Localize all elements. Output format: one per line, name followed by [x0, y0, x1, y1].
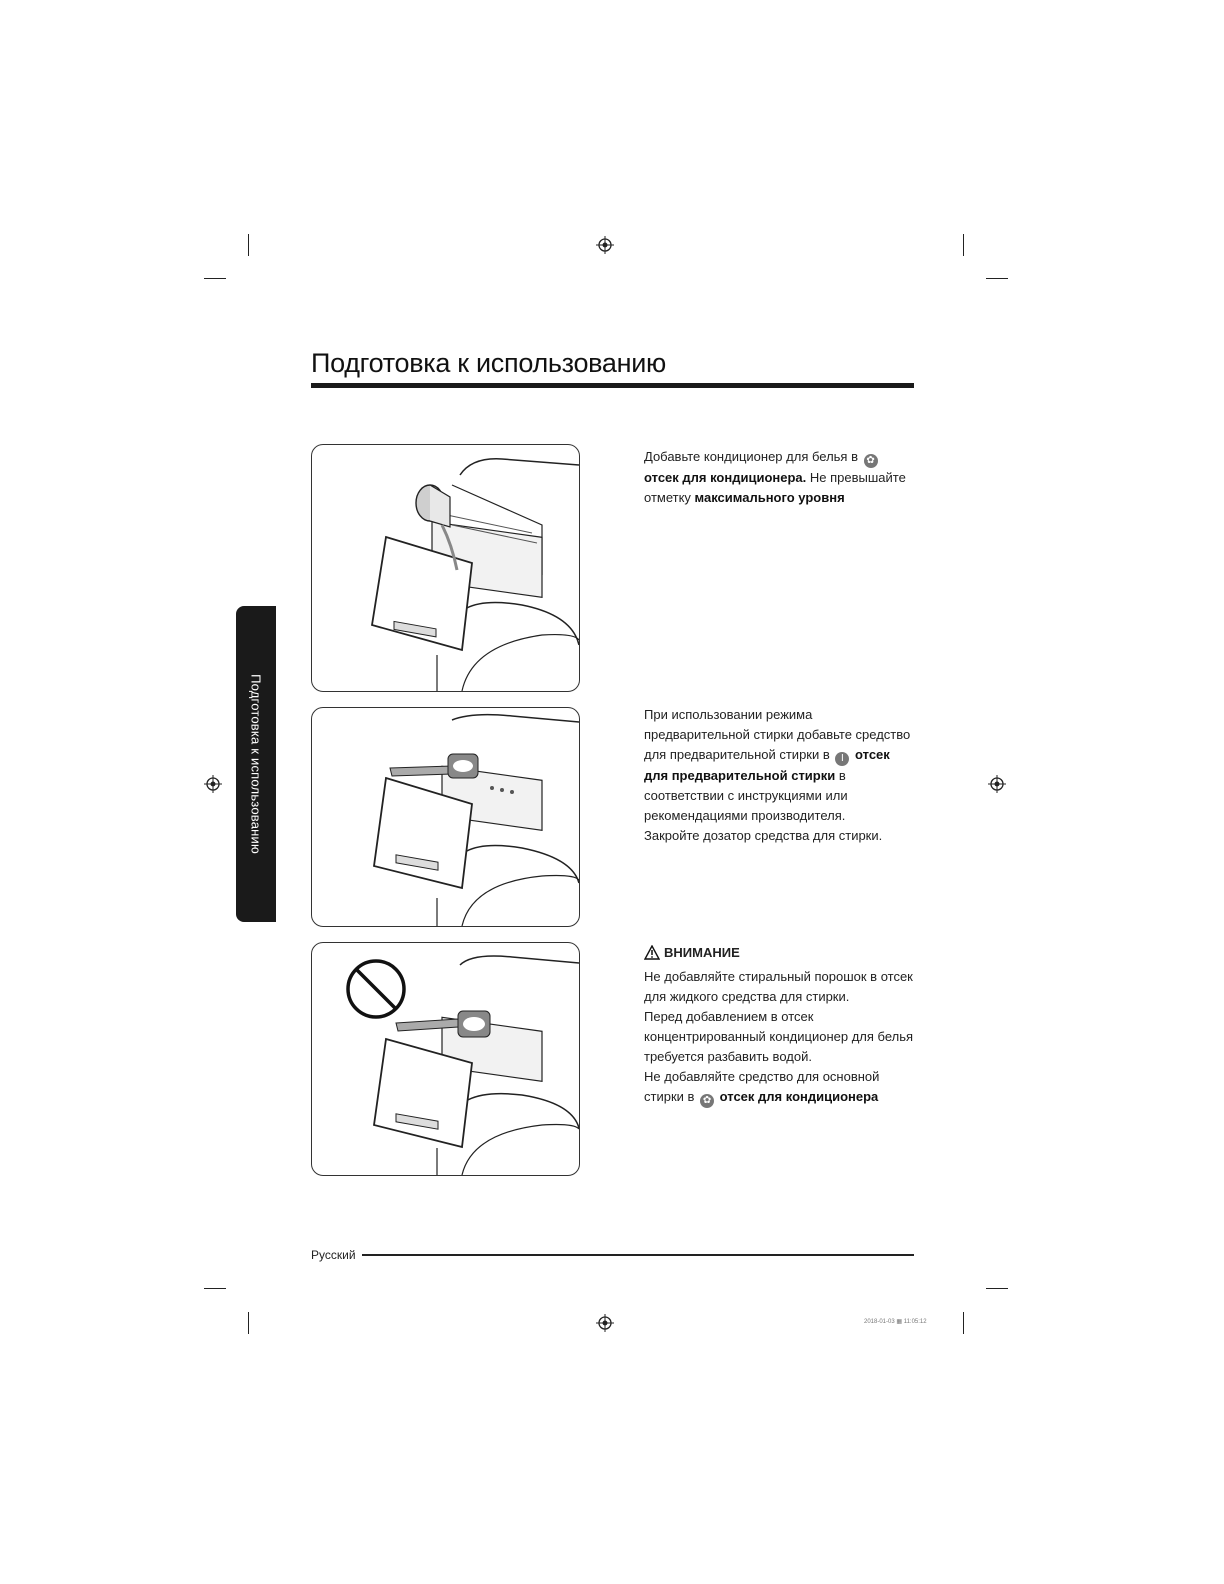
- crop-mark: [986, 1288, 1008, 1289]
- illustration-dispenser-prewash: [312, 708, 579, 926]
- text-run: Добавьте кондиционер для белья в: [644, 449, 862, 464]
- caution-block: [644, 943, 914, 1108]
- step-softener-text: [644, 447, 914, 508]
- step-prewash-paragraph: [644, 705, 914, 826]
- figure-add-prewash: [311, 707, 580, 927]
- step-close-drawer: Закройте дозатор средства для стирки.: [644, 828, 883, 843]
- caution-line-3-text: Не добавляйте средство для основной стирки в: [644, 1069, 880, 1104]
- registration-mark-icon: [596, 236, 614, 254]
- bold-run: максимального уровня: [694, 490, 845, 505]
- figure-add-softener: [311, 444, 580, 692]
- illustration-dispenser-softener: [312, 445, 579, 691]
- caution-line-3: [644, 1067, 914, 1108]
- flower-icon: ✿: [864, 454, 878, 468]
- footer-language: Русский: [311, 1248, 356, 1262]
- registration-mark-icon: [988, 775, 1006, 793]
- crop-mark: [248, 234, 249, 256]
- registration-mark-icon: [596, 1314, 614, 1332]
- prewash-icon: I: [835, 752, 849, 766]
- crop-mark: [248, 1312, 249, 1334]
- registration-mark-icon: [204, 775, 222, 793]
- crop-mark: [204, 278, 226, 279]
- flower-icon: ✿: [700, 1094, 714, 1108]
- caution-heading-label: ВНИМАНИЕ: [664, 945, 740, 960]
- illustration-dispenser-caution: [312, 943, 579, 1175]
- text-run: При использовании режима предварительной стирки добавьте средство для предварительной стирки в: [644, 707, 911, 762]
- bold-run: отсек для кондиционера.: [644, 470, 807, 485]
- step-prewash-text: [644, 705, 914, 846]
- print-stamp: 2018-01-03 ▦ 11:05:12: [864, 1319, 927, 1325]
- caution-line-2: Перед добавлением в отсек концентрированный кондиционер для белья требуется разбавить водой.: [644, 1009, 914, 1064]
- page-title: Подготовка к использованию: [311, 348, 666, 378]
- figure-caution: [311, 942, 580, 1176]
- step-softener-paragraph: [644, 447, 914, 508]
- title-rule: [311, 383, 914, 388]
- footer-rule: [362, 1254, 914, 1256]
- text-run: Не превышайте отметку: [644, 470, 906, 505]
- crop-mark: [963, 234, 964, 256]
- warning-icon: [644, 945, 660, 960]
- bold-run: отсек для предварительной стирки: [644, 747, 890, 783]
- side-tab: [236, 606, 276, 922]
- caution-line-1: Не добавляйте стиральный порошок в отсек для жидкого средства для стирки.: [644, 969, 913, 1004]
- crop-mark: [986, 278, 1008, 279]
- side-tab-label: Подготовка к использованию: [248, 674, 264, 854]
- crop-mark: [204, 1288, 226, 1289]
- crop-mark: [963, 1312, 964, 1334]
- text-run: в соответствии с инструкциями или рекомендациями производителя.: [644, 768, 848, 823]
- caution-heading: [644, 943, 914, 963]
- caution-line-3-bold: отсек для кондиционера: [716, 1089, 879, 1104]
